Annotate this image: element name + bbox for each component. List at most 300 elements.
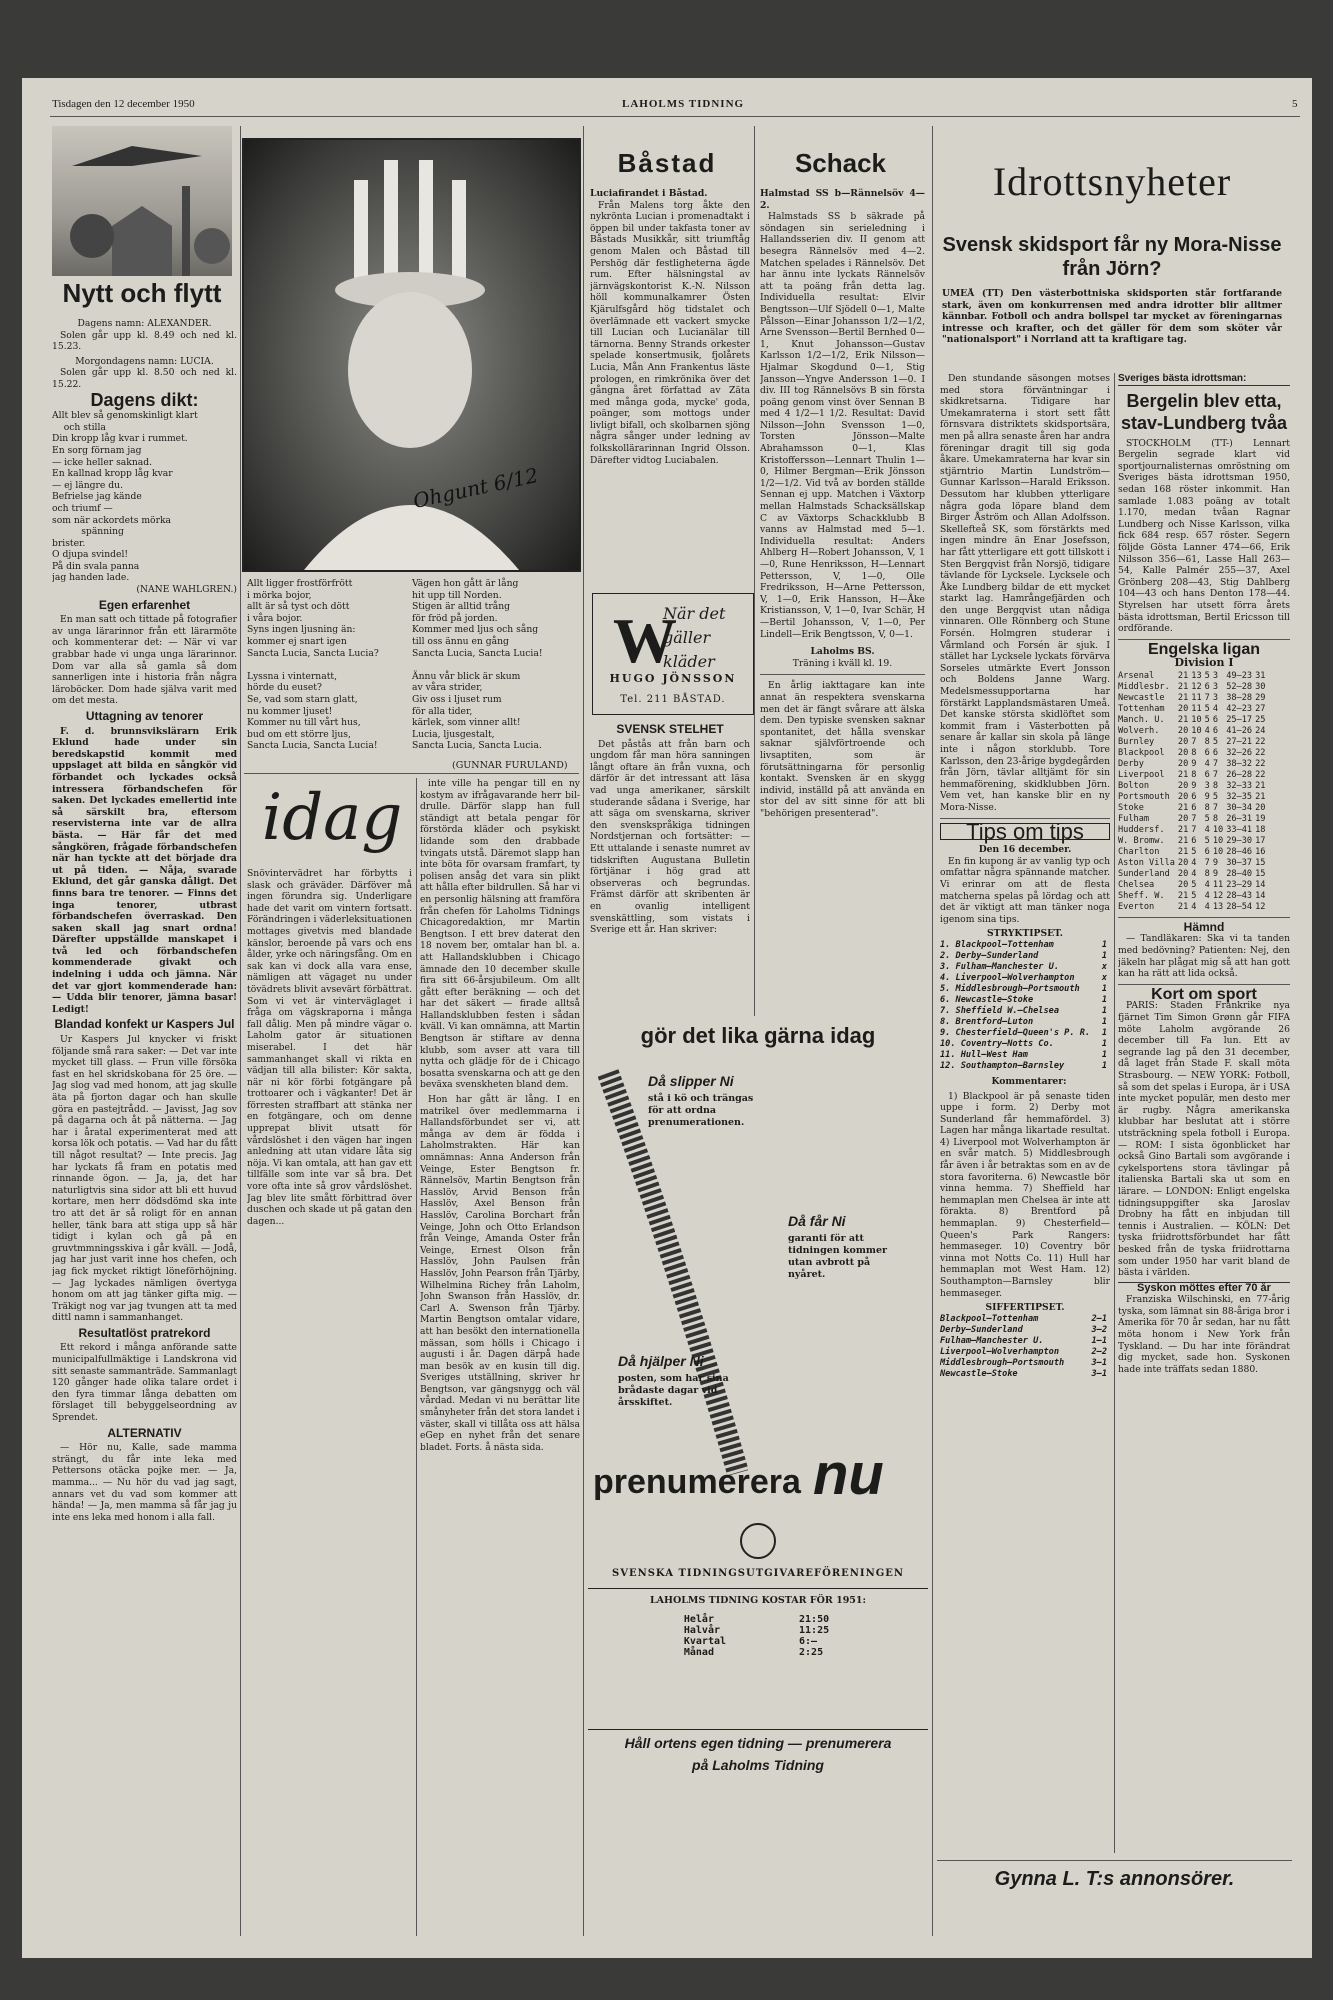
league-cell: 25 bbox=[1255, 714, 1266, 725]
league-cell: Wolverh. bbox=[1118, 725, 1160, 736]
resultatlost-text: Ett rekord i många anförande satte municipalfullmäktige i Landskrona vid sitt senaste sammanträde. Sammanlagt 120 gånger hade olika talare ordet i den fyra timmar långa debatten om förslaget till bebyggelseordning av Sprendet. bbox=[52, 1342, 237, 1424]
egen-erfarenhet-heading: Egen erfarenhet bbox=[98, 597, 191, 612]
campaign-org: SVENSKA TIDNINGSUTGIVAREFÖRENINGEN bbox=[611, 1568, 905, 1579]
stryktips-cell: 1 bbox=[1101, 983, 1107, 994]
kort-om-sport-title: Kort om sport bbox=[1151, 985, 1257, 1003]
schack-text: Halmstads SS b säkrade på söndagen sin serieledning i Hallandsserien div. II genom att besegra Rännelsöv med 4—2. Matchen spelades i Rännelsöv. Det har ännu inte lyckats Rännelsöv att ta poäng från detta lag. Individuella resultat: Elvir Bengtsson—Ulf Sjödell 0—1, Malte Pålsson—Einar Johansson 1/2—1/2, Arne Svensson—Bertil Bernhed 0—1, Knut Johansson—Gustav Karlsson 1/2—1/2, Erik Nilsson—Hjalmar Skogdund 0—1, Stig Jansson—Yngve Andersson 1—0. I div. III tog Rännelsövs B sin första poäng genom vinst över Sennan B med 4 1/2—1 1/2. Resultat: David Nilsson—John Svensson 1—0, Torsten Jönsson—Malte Abrahamsson 0—1, Klas Kristoffersson—Lennart Thulin 1—0, Hilmer Bergman—Erik Jönsson 1/2—1/2. Vid två av borden ställde Sennan ej upp. Matchen i Växtorp mellan Halmstads Schacksällskap C av Växtorps Schackklubb B vanns av Halmstad med 5—1. Individuella resultat: Anders Ahlberg H—Robert Johansson, V, 1—0, Rune Henriksson, H—Lennart Pettersson, V, 1—0, Olle Fredriksson, H—Arne Pettersson, V, 1—0, Erik Hansson, H—Åke Kristiansson, V, 1—0, Ivar Schär, H—Bertil Johansson, V, 1—0, Per Lindell—Erik Bengtsson, V, 0—1. bbox=[760, 211, 925, 640]
league-cell: Sheff. W. bbox=[1118, 890, 1165, 901]
price-label: Halvår bbox=[683, 1625, 720, 1636]
nytt-och-flytt-illustration bbox=[52, 126, 232, 276]
league-cell: Derby bbox=[1118, 758, 1144, 769]
siffertips-row bbox=[940, 1358, 1110, 1369]
league-cell: 5 bbox=[1204, 813, 1210, 824]
league-cell: 9 bbox=[1191, 780, 1197, 791]
siffertips-cell: Liverpool—Wolverhampton bbox=[940, 1346, 1059, 1357]
price-label: Månad bbox=[683, 1647, 714, 1658]
league-cell: 28—40 bbox=[1226, 868, 1253, 879]
league-cell: Middlesbr. bbox=[1118, 681, 1170, 692]
league-cell: 6 bbox=[1204, 747, 1210, 758]
league-cell: 17 bbox=[1255, 835, 1266, 846]
campaign-big-nu: nu bbox=[813, 1442, 884, 1507]
league-cell: 25—17 bbox=[1226, 714, 1253, 725]
names-tomorrow: Morgondagens namn: LUCIA. bbox=[75, 355, 214, 367]
league-cell: 20 bbox=[1177, 879, 1189, 890]
hamnd-rule bbox=[1118, 917, 1290, 918]
league-cell: 5 bbox=[1191, 846, 1197, 857]
league-cell: 21 bbox=[1177, 890, 1189, 901]
league-cell: 4 bbox=[1204, 758, 1210, 769]
campaign-point-2-title: Då får Ni bbox=[788, 1213, 846, 1229]
league-row bbox=[1118, 693, 1268, 704]
league-cell: 6 bbox=[1212, 747, 1219, 758]
league-cell: 8 bbox=[1191, 769, 1197, 780]
league-cell: 4 bbox=[1212, 703, 1219, 714]
league-row bbox=[1118, 682, 1268, 693]
league-cell: Everton bbox=[1118, 901, 1155, 912]
campaign-point-3-title: Då hjälper Ni bbox=[618, 1353, 704, 1369]
siffertips-row bbox=[940, 1347, 1110, 1358]
ad-big-w: W bbox=[613, 605, 677, 676]
siffertips-cell: Newcastle—Stoke bbox=[940, 1368, 1018, 1379]
league-cell: 10 bbox=[1212, 846, 1224, 857]
league-cell: 6 bbox=[1204, 681, 1210, 692]
league-cell: 32—33 bbox=[1226, 780, 1253, 791]
stryktips-cell: 1 bbox=[1101, 1027, 1107, 1038]
league-row bbox=[1118, 858, 1268, 869]
league-cell: 26—31 bbox=[1226, 813, 1253, 824]
stryktips-row bbox=[940, 1061, 1110, 1072]
blandad-konfekt-text: Ur Kaspers Jul knycker vi friskt följande små rara saker: — Det var inte mycket till glass. — Frun ville försöka fast en hel skridskobana för 25 öre. — Jag slog vad med honom, att jag skulle äta på fjorton dagar och han skulle göra en pastejtrådd. — Javisst, Jag sov på dagarna och åt på nätterna. — Jag har i åratal experimenterat med att korsa lök och potatis. — Vad har du fått till något resultat? — Inte precis. Jag har lyckats få fram en potatis med rinnande ögon. — Ja, ja, det har naturligtvis sina sidor att bli ett huvud kortare, men herr dödsdömd ska inte tro att det är så roligt för en annan heller, tänk bara att stiga upp så här tidigt i kylan och gå på en gruvtmmningsskiva i går kväll. — Jodå, jag har just varit inne hos chefen, och jag fick mycket riktigt löneförhöjning. — Jag lyckades nämligen övertyga honom om att jag tänker gifta mig. — Träkigt nog var jag tvungen att ta med dittl namn i sammanhanget. bbox=[52, 1034, 237, 1324]
league-cell: 22 bbox=[1255, 758, 1266, 769]
league-cell: 4 bbox=[1204, 879, 1210, 890]
league-row bbox=[1118, 880, 1268, 891]
thanks-rule bbox=[937, 1860, 1292, 1861]
stryktips-row bbox=[940, 984, 1110, 995]
league-cell: 19 bbox=[1255, 813, 1266, 824]
ad-tel: Tel. 211 BÅSTAD. bbox=[620, 694, 726, 705]
league-row bbox=[1118, 781, 1268, 792]
schack-subheading: Halmstad SS b—Rännelsöv 4—2. bbox=[760, 188, 925, 211]
stryktips-row bbox=[940, 1006, 1110, 1017]
lucia-poem-left: Allt ligger frostförfrött i mörka bojor, allt är så tyst och dött i våra bojor. Syns ingen ljusning än: kommer ej snart igen Sancta Lucia, Sancta Lucia? Lyssna i vinternatt, hörde du euset? Se, vad som starn glatt, nu kommer ljuset! Kommer nu till vårt hus, bud om ett större ljus, Sancta Lucia, Sancta Lucia! bbox=[247, 578, 379, 752]
tips-date: Den 16 december. bbox=[978, 844, 1072, 856]
league-cell: 20 bbox=[1177, 725, 1189, 736]
campaign-logo-icon bbox=[740, 1523, 776, 1559]
alternativ-text: — Hör nu, Kalle, sade mamma strängt, du får inte leka med Pettersons otäcka pojke mer. — Ja, mamma... — Nu hör du vad jag sagt, annars vet du vad som kommer att hända! — Ja, men mamma så får jag ju inte ens leka med honom i alla fall. bbox=[52, 1442, 237, 1523]
league-row bbox=[1118, 803, 1268, 814]
price-label: Kvartal bbox=[683, 1636, 727, 1647]
tips-heading: Tips om tips bbox=[966, 818, 1084, 844]
league-cell: 4 bbox=[1204, 824, 1210, 835]
stryktips-cell: 1 bbox=[1101, 950, 1107, 961]
league-cell: 9 bbox=[1204, 791, 1210, 802]
league-cell: 30—37 bbox=[1226, 857, 1253, 868]
league-cell: 49—23 bbox=[1226, 670, 1253, 681]
league-cell: Fulham bbox=[1118, 813, 1150, 824]
league-cell: 28—54 bbox=[1226, 901, 1253, 912]
stryktips-cell: 3. Fulham—Manchester U. bbox=[940, 961, 1059, 972]
division-title: Division I bbox=[1174, 656, 1234, 670]
league-cell: 20 bbox=[1177, 868, 1189, 879]
league-cell: 32—35 bbox=[1226, 791, 1253, 802]
league-cell: 8 bbox=[1212, 780, 1219, 791]
league-cell: 21 bbox=[1177, 714, 1189, 725]
league-cell: 8 bbox=[1212, 813, 1219, 824]
league-cell: 20 bbox=[1177, 747, 1189, 758]
price-value: 2:25 bbox=[799, 1647, 824, 1658]
league-cell: 31 bbox=[1255, 670, 1266, 681]
league-cell: Arsenal bbox=[1118, 670, 1155, 681]
siffertips-cell: Derby—Sunderland bbox=[940, 1324, 1023, 1335]
lucia-photo bbox=[242, 138, 581, 572]
header-date: Tisdagen den 12 december 1950 bbox=[52, 98, 195, 110]
siffertips-cell: Middlesbrough—Portsmouth bbox=[940, 1357, 1065, 1368]
siffertips-cell: 3—1 bbox=[1091, 1368, 1107, 1379]
league-cell: 20 bbox=[1177, 791, 1189, 802]
siffertips-cell: 1—1 bbox=[1091, 1335, 1107, 1346]
league-cell: 30 bbox=[1255, 681, 1266, 692]
league-cell: 29—30 bbox=[1226, 835, 1253, 846]
syskon-title: Syskon möttes efter 70 år bbox=[1118, 1282, 1290, 1295]
league-row bbox=[1118, 891, 1268, 902]
league-cell: 20 bbox=[1177, 736, 1189, 747]
league-row bbox=[1118, 902, 1268, 913]
league-cell: Tottenham bbox=[1118, 703, 1165, 714]
lucia-poem-right: Vägen hon gått är lång hit upp till Norden. Stigen är alltid trång för fröd på jorden. Kommer med ljus och sång till oss ännu en gång Sancta Lucia, Sancta Lucia! Ännu vår blick är skum av våra strider, Giv oss i ljuset rum för alla tider, kärlek, som vinner allt! Lucia, ljusgestalt, Sancta Lucia, Sancta Lucia. bbox=[412, 578, 543, 752]
nytt-och-flytt-title: Nytt och flytt bbox=[62, 278, 222, 308]
league-cell: 30—34 bbox=[1226, 802, 1253, 813]
hugo-jonsson-ad bbox=[592, 593, 754, 715]
league-cell: 6 bbox=[1191, 835, 1197, 846]
siffertips-row bbox=[940, 1336, 1110, 1347]
campaign-point-1-title: Då slipper Ni bbox=[648, 1073, 734, 1089]
blandad-konfekt-heading: Blandad konfekt ur Kaspers Jul bbox=[54, 1017, 235, 1032]
price-value: 11:25 bbox=[799, 1625, 830, 1636]
liga-rule bbox=[1118, 639, 1290, 640]
league-cell: Liverpool bbox=[1118, 769, 1165, 780]
league-cell: 4 bbox=[1191, 857, 1197, 868]
column-rule-1 bbox=[240, 126, 241, 1936]
stryktips-row bbox=[940, 973, 1110, 984]
stryktips-cell: 12. Southampton—Barnsley bbox=[940, 1060, 1065, 1071]
league-cell: 3 bbox=[1212, 681, 1219, 692]
stryktips-cell: 1 bbox=[1101, 939, 1107, 950]
league-cell: 18 bbox=[1255, 824, 1266, 835]
league-cell: 10 bbox=[1191, 725, 1202, 736]
league-cell: 11 bbox=[1191, 692, 1202, 703]
stryktips-cell: 5. Middlesbrough—Portsmouth bbox=[940, 983, 1080, 994]
price-row bbox=[684, 1647, 832, 1658]
league-cell: 24 bbox=[1255, 725, 1266, 736]
league-cell: 7 bbox=[1191, 813, 1197, 824]
league-cell: 21 bbox=[1177, 846, 1189, 857]
league-cell: 22 bbox=[1255, 769, 1266, 780]
dagens-dikt-author: (NANE WAHLGREN.) bbox=[136, 584, 237, 596]
league-cell: 6 bbox=[1204, 846, 1210, 857]
header-paper: LAHOLMS TIDNING bbox=[622, 98, 745, 110]
idrott-column-left bbox=[940, 373, 1110, 1933]
stelhet-text: Det påstås att från barn och ungdom får man höra sanningen långt oftare än från vuxna, och därför är det intressant att läsa vad unga amerikaner, särskilt studerande sådana i Sverige, har att säga om svenskarna, skriver den svenskspråkiga tidningen Nordstjernan och fortsätter: — Ett uttalande i senaste numret av tidskriften Augustana Bulletin förtjänar i hög grad att observeras och begrundas. Främst därför att skribenten är en ovanlig intelligent svenskättling, som vistats i Sverige ett år. Han skriver: bbox=[590, 738, 750, 936]
league-row bbox=[1118, 759, 1268, 770]
league-cell: 5 bbox=[1191, 890, 1197, 901]
league-cell: 4 bbox=[1191, 901, 1197, 912]
idag-column-a: Snövintervädret har förbytts i slask och gräväder. Därföver må ingen förundra sig. Underligare hade det varit om vintern fortsatt. Förändringen i väderleksituationen mottages givetvis med blandade känslor, beroende på vars och ens ålder, yrke och näringsfång. Om en sak kan vi dock alla vara ense, nämligen att vägaget nu under tövädrets blivit avsevärt förbättrat. Som vi vet är vinterväglaget i fråga om vägskraporna i många fall dålig. Men på mindre vägar o. Laholm gator är situationen miserabel. I det här sammanhanget skall vi rikta en vädjan till alla bilister: Kör sakta, när ni kör förbi fotgängare på trottoarer och i vägkanter! Det är förresten straffbart att stänka ner en fotgängare, och om denne upprepat blivit utsatt för vårdslöshet i den vägen har ingen anledning att utan vidare låta sig nöja. Vi kan omtala, att han gav ett tillfälle som inte var så bra. Det vore ofta inte så grov vårdslöshet. Jag blev lite smått förbittrad över duschen och skade ut på gatan den dagen... bbox=[247, 868, 412, 1227]
league-cell: 21 bbox=[1177, 692, 1189, 703]
stryktips-cell: 1 bbox=[1101, 1038, 1107, 1049]
newspaper-page bbox=[22, 78, 1312, 1958]
siffertips-cell: Fulham—Manchester U. bbox=[940, 1335, 1044, 1346]
dagens-dikt-title: Dagens dikt: bbox=[90, 389, 199, 410]
lucia-signature: Ohgunt 6/12 bbox=[410, 463, 541, 513]
league-row bbox=[1118, 814, 1268, 825]
stryktips-row bbox=[940, 1039, 1110, 1050]
league-table bbox=[1118, 671, 1268, 913]
stryktips-cell: x bbox=[1101, 961, 1107, 972]
bastad-title: Båstad bbox=[617, 148, 717, 178]
siffertips-cell: 3—1 bbox=[1091, 1357, 1107, 1368]
league-cell: 3 bbox=[1204, 780, 1210, 791]
idrott-title: Idrottsnyheter bbox=[992, 159, 1232, 204]
league-cell: 23—29 bbox=[1226, 879, 1253, 890]
league-cell: W. Bromw. bbox=[1118, 835, 1165, 846]
league-cell: 4 bbox=[1204, 725, 1210, 736]
egen-erfarenhet-text: En man satt och tittade på fotografier av unga lärarinnor från ett lärarmöte och kommenterar det: — När vi var grabbar hade vi unga unga lärarinnor. Dom var alla så gamla så dom sannerligen inte i historia från några läroböcker. Dom hade själva varit med om det mesta. bbox=[52, 614, 237, 707]
league-cell: Bolton bbox=[1118, 780, 1150, 791]
siffertipset-title: SIFFERTIPSET. bbox=[985, 1302, 1065, 1314]
league-cell: 13 bbox=[1212, 901, 1224, 912]
league-cell: 20 bbox=[1255, 802, 1266, 813]
league-row bbox=[1118, 792, 1268, 803]
siffertips-cell: Blackpool—Tottenham bbox=[940, 1313, 1039, 1324]
league-row bbox=[1118, 737, 1268, 748]
stryktips-cell: 2. Derby—Sunderland bbox=[940, 950, 1039, 961]
league-cell: 21 bbox=[1177, 769, 1189, 780]
stryktips-cell: x bbox=[1101, 972, 1107, 983]
league-row bbox=[1118, 715, 1268, 726]
stryktips-row bbox=[940, 1028, 1110, 1039]
league-cell: 21 bbox=[1177, 835, 1189, 846]
idrott-column-right bbox=[1118, 373, 1290, 1853]
uttagning-heading: Uttagning av tenorer bbox=[85, 709, 204, 723]
price-title: LAHOLMS TIDNING KOSTAR FÖR 1951: bbox=[649, 1595, 867, 1606]
alternativ-heading: ALTERNATIV bbox=[107, 1425, 182, 1440]
price-value: 6:— bbox=[799, 1636, 818, 1647]
league-cell: 5 bbox=[1204, 703, 1210, 714]
league-cell: 26—28 bbox=[1226, 769, 1253, 780]
subscription-campaign bbox=[588, 1023, 928, 1893]
kommentarer-text: 1) Blackpool är på senaste tiden uppe i form. 2) Derby mot Sunderland får hemmafördel. 3) Lagen har många likartade resultat. 4) Liverpool mot Wolverhampton är en svår match. 5) Middlesbrough får även i år betraktas som en av de stora favoriterna. 6) Newcastle bör vinna hemma. 7) Sheffield har hemmaplan men Chelsea är inte att förakta. 8) Brentford på hemmaplan. 9) Chesterfield—Queen's Park Rangers: hemmaseger. 10) Coventry bör vinna mot Notts Co. 11) Hull har hemmaplan mot West Ham. 12) Southampton—Barnsley blir hemmaseger. bbox=[940, 1090, 1110, 1299]
siffertips-row bbox=[940, 1314, 1110, 1325]
league-cell: 5 bbox=[1191, 879, 1197, 890]
price-label: Helår bbox=[683, 1614, 714, 1625]
stryktips-cell: 9. Chesterfield—Queen's P. R. bbox=[940, 1027, 1091, 1038]
league-cell: 6 bbox=[1212, 714, 1219, 725]
stelhet-heading: SVENSK STELHET bbox=[616, 722, 724, 736]
league-cell: 22 bbox=[1255, 736, 1266, 747]
league-cell: 9 bbox=[1191, 758, 1197, 769]
league-cell: 29 bbox=[1255, 692, 1266, 703]
stryktips-cell: 1 bbox=[1101, 1005, 1107, 1016]
ski-lead: UMEÅ (TT) Den västerbottniska skidsporten står fortfarande stark, även om konkurrensen med andra idrotter blir alltmer kännbar. Fotboll och andra bollspel tar mycket av föreningarnas intresse och krafter, och det gäller för dem som sköter vår "nationalsport" i Norrland att ta kraftigare tag. bbox=[942, 288, 1282, 346]
campaign-headline: gör det lika gärna idag bbox=[640, 1023, 876, 1048]
stryktips-cell: 1 bbox=[1101, 1016, 1107, 1027]
ski-headline: Svensk skidsport får ny Mora-Nisse från Jörn? bbox=[942, 234, 1282, 280]
league-cell: 38—32 bbox=[1226, 758, 1253, 769]
campaign-footer-2: på Laholms Tidning bbox=[692, 1757, 824, 1773]
uttagning-text: F. d. brunnsvikslärarn Erik Eklund hade under sin beredskapstid kommit med uppslaget att bilda en sångkör vid förbandet och lyckades också intressera förbandschefen för saken. Det lyckades emellertid inte så särskilt bra, eftersom reservisterna inte var de allra bästa. — Här får det med sångkören, frågade förbandschefen när han tyckte att det började dra ut på tiden. — Nåja, svarade Eklund, det går ganska dåligt. Det finns bara tre tenorer. — Finns det inga tenorer, utbrast förbandschefen överraskad. Den saken skall jag snart ordna! Därefter uppställde manskapet i två led och förbandschefen kommenderade givakt och indelning i udda och jämna. När det var gjort kommenderade han: — Udda blir tenorer, jämna basar! Ledigt! bbox=[52, 725, 237, 1015]
league-cell: 7 bbox=[1204, 692, 1210, 703]
league-row bbox=[1118, 836, 1268, 847]
column-rule-3 bbox=[583, 126, 584, 1936]
league-cell: 9 bbox=[1212, 857, 1219, 868]
league-cell: 21 bbox=[1177, 802, 1189, 813]
price-row bbox=[684, 1625, 832, 1636]
league-cell: 11 bbox=[1212, 879, 1224, 890]
league-cell: 12 bbox=[1255, 901, 1266, 912]
stryktips-cell: 6. Newcastle—Stoke bbox=[940, 994, 1034, 1005]
league-cell: 20 bbox=[1177, 857, 1189, 868]
stryktips-row bbox=[940, 962, 1110, 973]
stryktips-cell: 11. Hull—West Ham bbox=[940, 1049, 1028, 1060]
league-cell: 5 bbox=[1212, 791, 1219, 802]
league-cell: 7 bbox=[1204, 857, 1210, 868]
league-cell: 16 bbox=[1255, 846, 1266, 857]
league-cell: 28—43 bbox=[1226, 890, 1253, 901]
names-today: Dagens namn: ALEXANDER. bbox=[77, 318, 212, 329]
syskon-text: Franziska Wilschinski, en 77-årig tyska, som lämnat sin 88-åriga bror i Amerika för 70 år sedan, har nu fått möta honom i New York från Tyskland. — Du har inte förändrat dig mycket, sade hon. Syskonen hade inte träffats sedan 1880. bbox=[1118, 1294, 1290, 1375]
siffertipset-table bbox=[940, 1314, 1110, 1380]
league-cell: Burnley bbox=[1118, 736, 1155, 747]
league-cell: 7 bbox=[1212, 769, 1219, 780]
league-cell: Sunderland bbox=[1118, 868, 1170, 879]
league-cell: 5 bbox=[1204, 835, 1210, 846]
league-cell: 4 bbox=[1204, 890, 1210, 901]
league-cell: Charlton bbox=[1118, 846, 1160, 857]
schack-note-rule bbox=[760, 674, 925, 675]
ad-slogan: När det gäller kläder bbox=[663, 604, 726, 671]
column-rule-2 bbox=[416, 778, 417, 1936]
league-cell: 22 bbox=[1255, 747, 1266, 758]
league-cell: 20 bbox=[1177, 758, 1189, 769]
stryktips-row bbox=[940, 951, 1110, 962]
league-cell: 28—46 bbox=[1226, 846, 1253, 857]
league-row bbox=[1118, 869, 1268, 880]
bergelin-headline: Bergelin blev etta, stav-Lundberg tvåa bbox=[1120, 390, 1288, 433]
campaign-point-2-text: garanti för att tidningen kommer utan avbrott på nyåret. bbox=[788, 1233, 888, 1280]
league-cell: 21 bbox=[1177, 681, 1189, 692]
hamnd-title: Hämnd bbox=[1183, 919, 1225, 934]
league-cell: 21 bbox=[1177, 670, 1189, 681]
tips-heading-box bbox=[940, 818, 1110, 844]
league-cell: 6 bbox=[1204, 769, 1210, 780]
stryktipset-title: STRYKTIPSET. bbox=[987, 928, 1063, 940]
league-cell: 7 bbox=[1191, 736, 1197, 747]
kort-om-sport-text: PARIS: Staden Frankrike nya fjärnet Tim Simon Grønn går FIFA möte Laholm avgörande 26 december till Fa lun. Ett av segrande lag på den 31 december, då laget från Stade F. skall möta Strasbourg. — NEW YORK: Fotboll, så som det spelas i Europa, är i USA inte mycket populär, men desto mer är rugby. Några amerikanska klubbar har beslutat att i större utsträckning spela fotboll i Europa. — ROM: I sista ögonblicket har också Gino Bartali som avgörande i cykelsportens stora tävlingar på italienska Bartali ska ut som en lärare. — LONDON: Enligt engelska tidningsuppgifter ska Jaroslav Drobny ha fått en inbjudan till tennis i Australien. — KÖLN: Det tyska friidrottsförbundet har fått besked från de tyska friidrottarna som under 1950 har varit bland de bästa i världen. bbox=[1118, 1000, 1290, 1279]
league-cell: Aston Villa bbox=[1118, 857, 1175, 868]
league-cell: 14 bbox=[1255, 879, 1266, 890]
sun-tomorrow: Solen går upp kl. 8.50 och ned kl. 15.22. bbox=[52, 367, 237, 390]
bastad-subheading: Luciafirandet i Båstad. bbox=[590, 188, 708, 199]
header-rule bbox=[50, 116, 1300, 117]
league-cell: 9 bbox=[1212, 868, 1219, 879]
siffertips-cell: 3—2 bbox=[1091, 1324, 1107, 1335]
league-cell: 3 bbox=[1212, 670, 1219, 681]
league-cell: 15 bbox=[1255, 857, 1266, 868]
bastad-text: Från Malens torg åkte den nykrönta Lucian i promenadtakt i öppen bil under takfasta toner av Båstads Musikkår, sitt triumftåg genom Malen och Båstad till Pershög där festligheterna ägde rum. Efter hälsningstal av järnvägskontorist K.-N. Nilsson höll kommunalkamrer Östen Kjärulfsgård hög tidstalet och överlämnade ett vackert smycke till Lucian och Lucianälar till tärnorna. Benny Strands orkester spelade konsertmusik, fjolårets Lucia, Mån Ann Frankentus läste prologen, en rimkrönika över det gångna året författad av Zäta med många goda, mycke' goda, poänger, som mottogs under livligt bifall, och skolbarnen sjöng några sånger under ledning av folkskollärarinnan Ingrid Olsson. Därefter vidtog Luciabalen. bbox=[590, 199, 750, 466]
league-row bbox=[1118, 671, 1268, 682]
price-row bbox=[684, 1636, 832, 1647]
league-cell: Portsmouth bbox=[1118, 791, 1170, 802]
schack-text-2: En årlig iakttagare kan inte annat än respektera svenskarna men det är fängt svårare att älska dem. Den typiske svensken saknar spontanitet, det hålla svenskar saknar självförtroende och livsaptiten, som är förutsättningarna för personlig kontakt. Svensken är en skygg individ, inställd på att använda en stor del av sitt sinne för att bli "behörigen presenterad". bbox=[760, 680, 925, 819]
stryktips-row bbox=[940, 1017, 1110, 1028]
league-cell: 6 bbox=[1191, 802, 1197, 813]
stryktips-cell: 8. Brentford—Luton bbox=[940, 1016, 1034, 1027]
ad-name: HUGO JÖNSSON bbox=[609, 672, 737, 685]
league-cell: 27—21 bbox=[1226, 736, 1253, 747]
siffertips-row bbox=[940, 1369, 1110, 1380]
hamnd-text: — Tandläkaren: Ska vi ta tanden med bedövning? Patienten: Nej, den jäkeln har plågat mig så att han gott kan ha rätt att lida också. bbox=[1118, 933, 1290, 980]
ski-text: Den stundande säsongen motses med stora förväntningar i skidkretsarna. Tidigare har Umekamraterna i stort sett fått förnsvara distriktets skidsportsära, men på allra senaste åren har andra föreningar dragit till sig goda åkare. Umekamraterna har kvar sin stjärntrio Martin Lundström—Gunnar Karlsson—Harald Eriksson. Dessutom har klubben ytterligare några goda löpare bland dem Birger Åström och Allan Adolfsson. Skellefteå SK, som förstärkts med ingen mindre än Enar Josefsson, har fått ytterligare ett gott tillskott i Sten Bergqvist från Norsjö, tidigare tävlande för Lycksele. Lycksele och Åke Lundberg bildar de ett mycket starkt lag. Hamrångefjärden och den unge Bergqvist utan nådiga vinnaren. Olle Rönnberg och Stune Forsén. Holmgren studerar i Vårmland och Forsén är sjuk. I stället har Lycksele lyckats förvärva Sorseles utmärkte Evert Jonsson och Boldens Janne Warg. Medelsmessupportarna har förstärkt Lapplandsmästaren Umeå. Det kanske största skidlöftet som kommit fram i Västerbotten på senare år kallar sin skola på länge inte i någon storklubb. Tore Karlsson, den 23-årige bygdegården från Jörn, tävlar alltjämt för sin hemmaförening, skidklubben Jörn. Vem vet, han kanske blir en ny Mora-Nisse. bbox=[940, 373, 1110, 813]
league-cell: 8 bbox=[1204, 736, 1210, 747]
stryktips-row bbox=[940, 940, 1110, 951]
league-cell: Stoke bbox=[1118, 802, 1144, 813]
league-cell: 10 bbox=[1212, 835, 1224, 846]
league-cell: 6 bbox=[1212, 725, 1219, 736]
stryktips-row bbox=[940, 1050, 1110, 1061]
league-row bbox=[1118, 704, 1268, 715]
league-row bbox=[1118, 770, 1268, 781]
league-cell: 10 bbox=[1191, 714, 1202, 725]
price-value: 21:50 bbox=[799, 1614, 830, 1625]
league-row bbox=[1118, 847, 1268, 858]
stelhet-column bbox=[590, 720, 750, 1020]
league-cell: 41—26 bbox=[1226, 725, 1253, 736]
stryktips-cell: 7. Sheffield W.—Chelsea bbox=[940, 1005, 1059, 1016]
league-cell: 8 bbox=[1204, 868, 1210, 879]
column-rule-4 bbox=[754, 126, 755, 1016]
best-athlete-title: Sveriges bästa idrottsman: bbox=[1118, 373, 1290, 386]
league-cell: 32—26 bbox=[1226, 747, 1253, 758]
stryktips-cell: 10. Coventry—Notts Co. bbox=[940, 1038, 1054, 1049]
league-cell: 21 bbox=[1255, 780, 1266, 791]
stryktips-cell: 1 bbox=[1101, 1060, 1107, 1071]
schack-column bbox=[760, 188, 925, 1018]
league-cell: 6 bbox=[1191, 791, 1197, 802]
header-page-number: 5 bbox=[1292, 98, 1298, 110]
league-cell: 4 bbox=[1204, 901, 1210, 912]
lucia-portrait-icon bbox=[244, 140, 579, 570]
league-cell: 52—28 bbox=[1226, 681, 1253, 692]
column-1 bbox=[52, 318, 237, 1938]
idag-column-c: Hon har gått är lång. I en matrikel över medlemmarna i Hallandsförbundet ser vi, att många av dem är födda i Laholmstrakten. Här kan omnämnas: Anna Anderson från Veinge, Ester Bengtson fr. Rännelsöv, Martin Bengtson från Hasslöv, Arvid Benson från Hasslöv, Axel Benson från Hasslöv, Carolina Borchart från Veinge, John och Otto Erlandson från Veinge, Amanda Oster från Veinge, Ernest Olson från Hasslöv, John Paulsen från Hasslöv, John Pearson från Tjärby, Wilhelmina Richey från Laholm, John Swanson från Hasslöv, dr. Carl A. Swenson från Tjärby. Martin Bengtson omtalar vidare, att han besökt den internationella mässan, som hölls i Chicago i augusti i år. Dagen därpå hade man besök av en kusin till dig. Sveriges utställning, skriver hr Bengtson, var gängsnygg och väl vårdad. Medan vi nu berättar lite smånyheter från det stora landet i väster, skall vi tillåta oss att hälsa eGep en nyhet från det senare bladet. Forts. å nästa sida. bbox=[420, 1094, 580, 1453]
league-cell: 21 bbox=[1255, 791, 1266, 802]
league-row bbox=[1118, 825, 1268, 836]
league-cell: 3 bbox=[1212, 692, 1219, 703]
campaign-point-3-text: posten, som har sina brådaste dagar vid årsskiftet. bbox=[618, 1373, 729, 1408]
stryktips-cell: 1. Blackpool—Tottenham bbox=[940, 939, 1054, 950]
league-cell: 38—28 bbox=[1226, 692, 1253, 703]
league-cell: 10 bbox=[1212, 824, 1224, 835]
league-cell: 20 bbox=[1177, 780, 1189, 791]
annonsorer-banner: Gynna L. T:s annonsörer. bbox=[994, 1868, 1235, 1890]
schack-title: Schack bbox=[794, 148, 887, 178]
league-cell: 42—23 bbox=[1226, 703, 1253, 714]
league-cell: 14 bbox=[1255, 890, 1266, 901]
league-cell: 8 bbox=[1191, 747, 1197, 758]
league-cell: 20 bbox=[1177, 703, 1189, 714]
league-row bbox=[1118, 726, 1268, 737]
lucia-poem-author: (GUNNAR FURULAND) bbox=[452, 760, 568, 771]
